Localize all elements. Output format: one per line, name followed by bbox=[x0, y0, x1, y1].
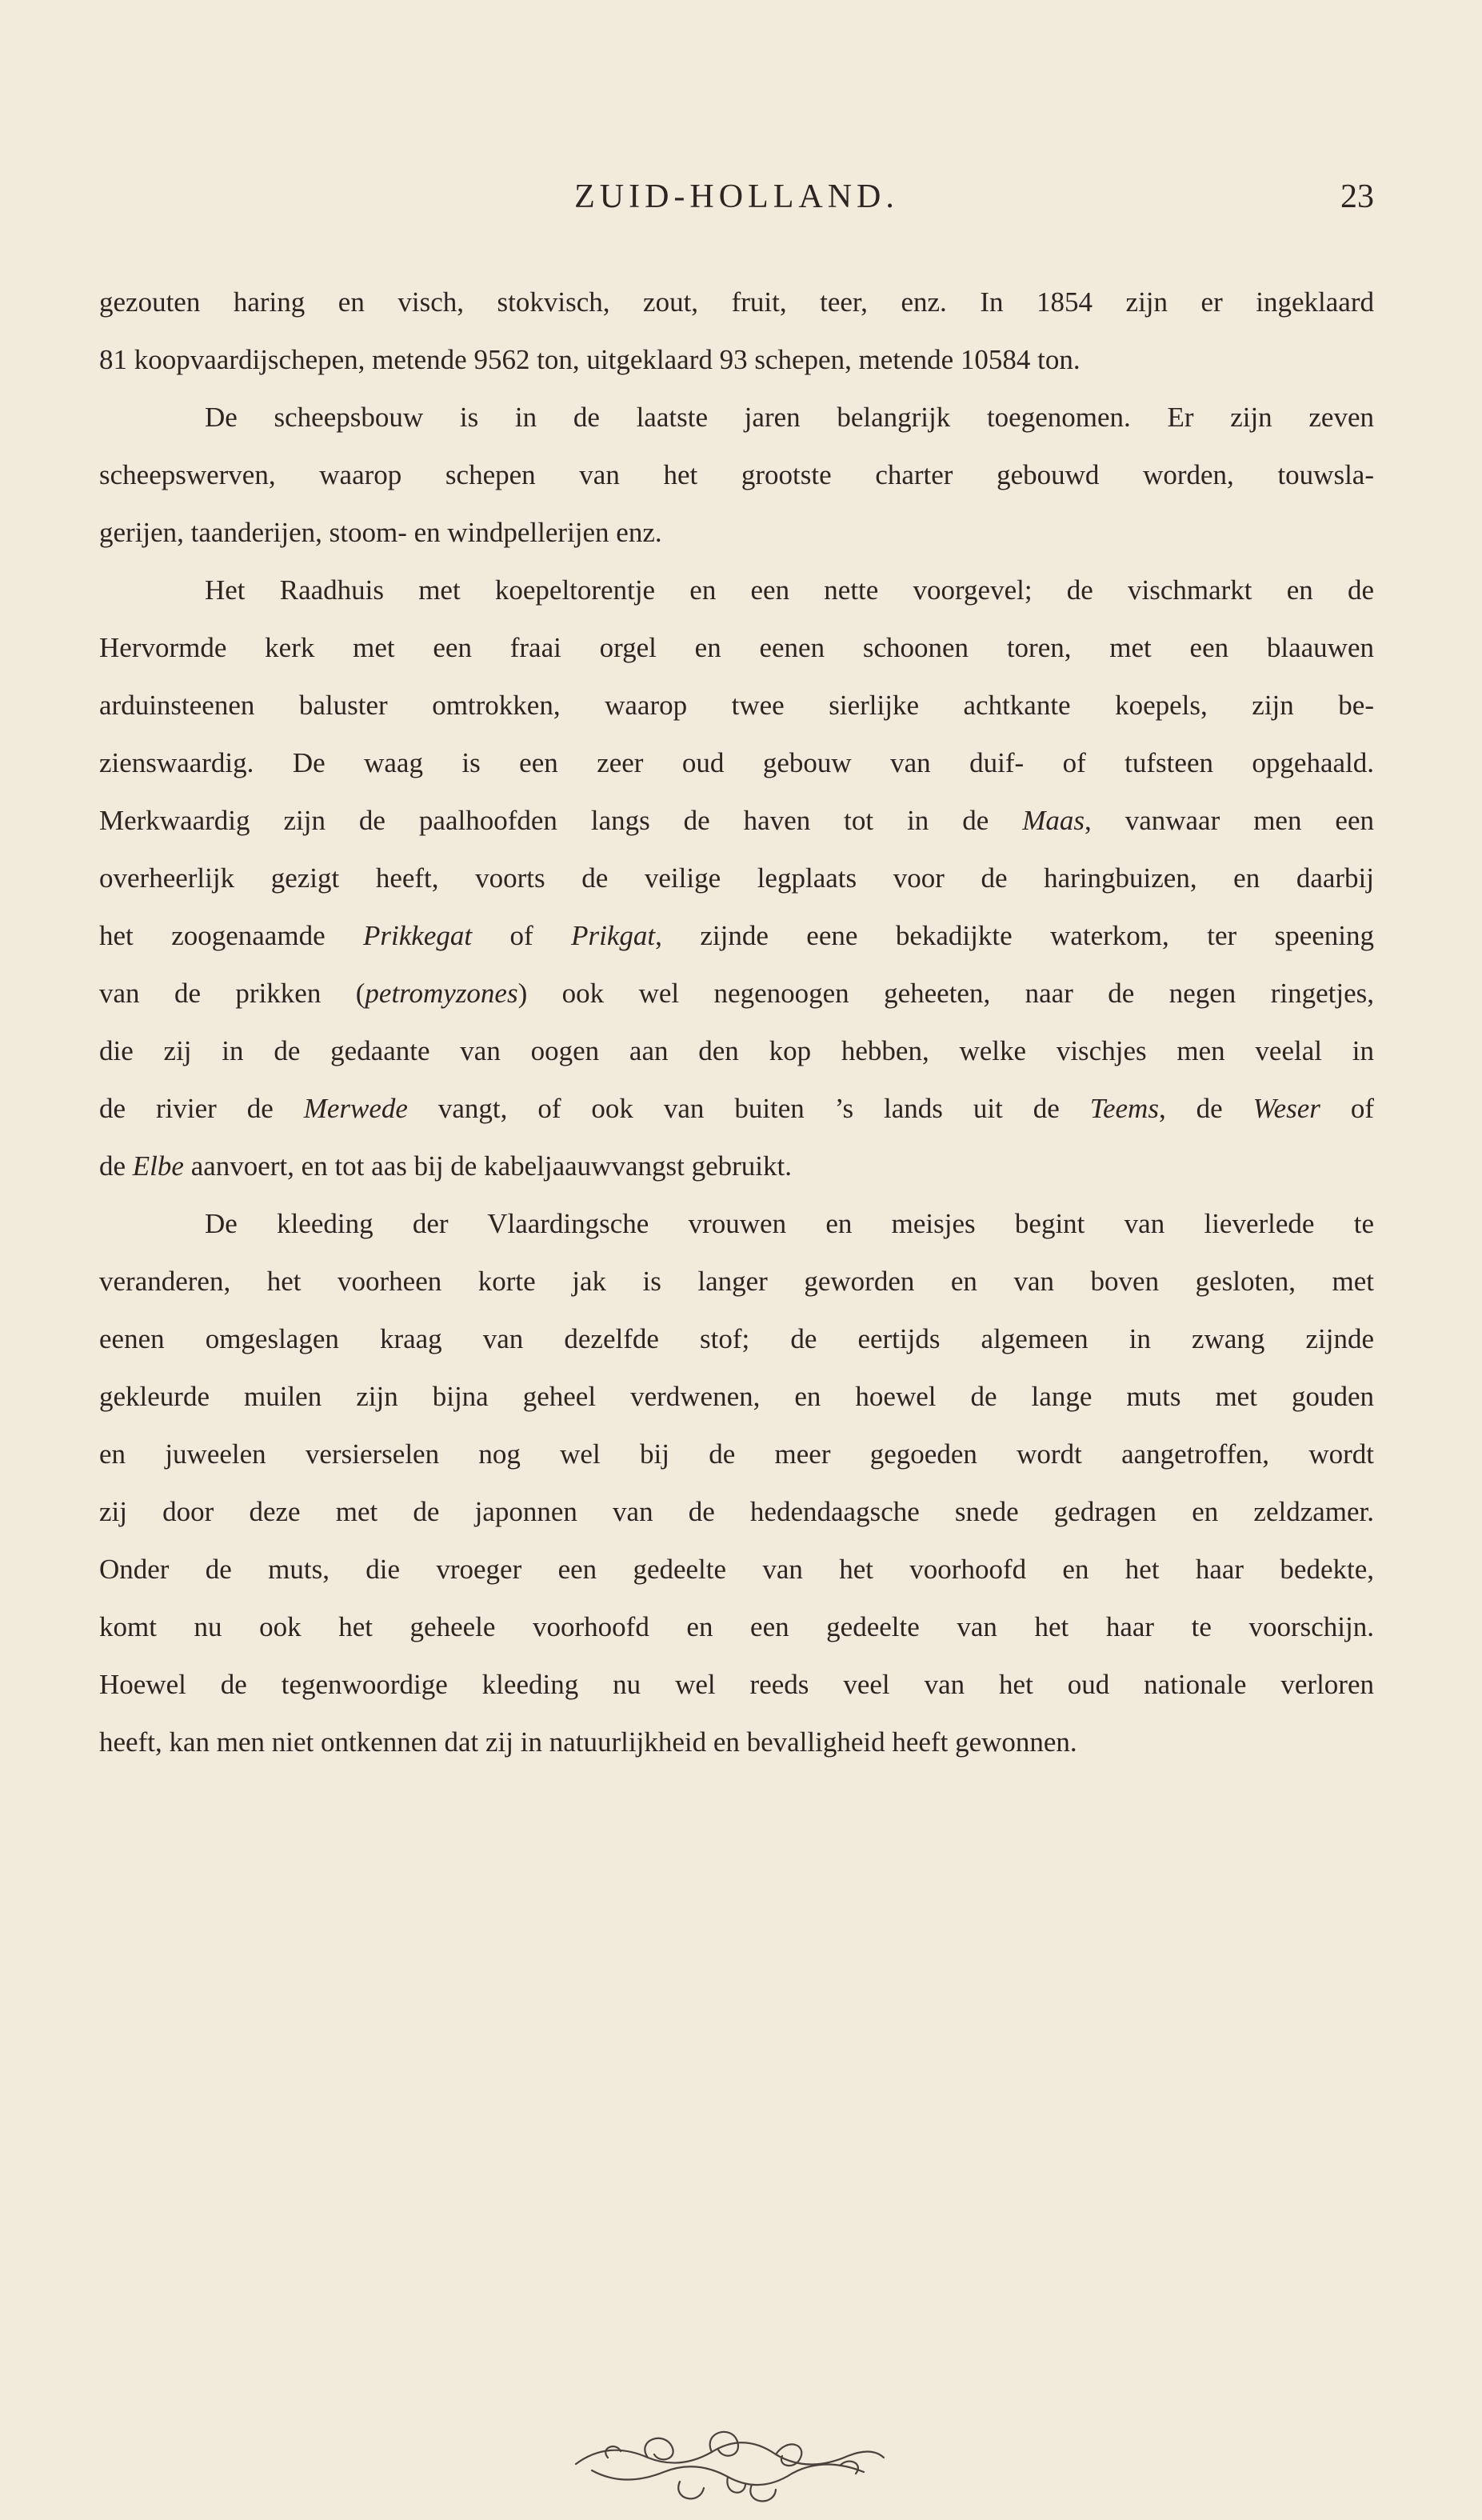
text-line bbox=[99, 1310, 1374, 1368]
text-run: De kleeding der Vlaardingsche vrouwen en meisjes begint van lieverlede te bbox=[205, 1208, 1374, 1239]
text-line bbox=[99, 1714, 1374, 1771]
text-line bbox=[99, 562, 1374, 619]
italic-place-name: Merwede bbox=[303, 1093, 408, 1124]
text-run: gezouten haring en visch, stokvisch, zout, fruit, teer, enz. In 1854 zijn er ingeklaard bbox=[99, 286, 1374, 318]
text-line bbox=[99, 331, 1374, 389]
text-line bbox=[99, 1426, 1374, 1483]
text-line bbox=[99, 1080, 1374, 1138]
text-line bbox=[99, 389, 1374, 446]
text-run: Hervormde kerk met een fraai orgel en eenen schoonen toren, met een blaauwen bbox=[99, 632, 1374, 663]
text-line bbox=[99, 274, 1374, 331]
text-run: overheerlijk gezigt heeft, voorts de veilige legplaats voor de haringbuizen, en daarbij bbox=[99, 862, 1374, 894]
text-run: , zijnde eene bekadijkte waterkom, ter speening bbox=[655, 920, 1374, 951]
text-run: veranderen, het voorheen korte jak is langer geworden en van boven gesloten, met bbox=[99, 1266, 1374, 1297]
text-line bbox=[99, 1483, 1374, 1541]
text-line bbox=[99, 446, 1374, 504]
body-text bbox=[99, 274, 1374, 1771]
text-run: en juweelen versierselen nog wel bij de meer gegoeden wordt aangetroffen, wordt bbox=[99, 1438, 1374, 1470]
text-run: De scheepsbouw is in de laatste jaren belangrijk toegenomen. Er zijn zeven bbox=[205, 402, 1374, 433]
text-run: Merkwaardig zijn de paalhoofden langs de haven tot in de bbox=[99, 805, 1023, 836]
text-run: gekleurde muilen zijn bijna geheel verdwenen, en hoewel de lange muts met gouden bbox=[99, 1381, 1374, 1412]
italic-place-name: Prikkegat bbox=[363, 920, 473, 951]
text-run: het zoogenaamde bbox=[99, 920, 364, 951]
text-line bbox=[99, 1368, 1374, 1426]
text-run: die zij in de gedaante van oogen aan den kop hebben, welke vischjes men veelal in bbox=[99, 1035, 1374, 1066]
italic-place-name: petromyzones bbox=[365, 978, 518, 1009]
text-run: ) ook wel negenoogen geheeten, naar de negen ringetjes, bbox=[517, 978, 1374, 1009]
text-line bbox=[99, 965, 1374, 1022]
text-line bbox=[99, 734, 1374, 792]
page-number: 23 bbox=[1340, 178, 1374, 215]
text-run: of bbox=[1320, 1093, 1374, 1124]
text-run: de rivier de bbox=[99, 1093, 304, 1124]
italic-place-name: Maas bbox=[1022, 805, 1085, 836]
running-header bbox=[99, 178, 1374, 219]
text-run: heeft, kan men niet ontkennen dat zij in natuurlijkheid en bevalligheid heeft gewonnen. bbox=[99, 1726, 1077, 1758]
text-run: aanvoert, en tot aas bij de kabeljaauwvangst gebruikt. bbox=[183, 1150, 792, 1182]
italic-place-name: Weser bbox=[1252, 1093, 1320, 1124]
text-line bbox=[99, 1022, 1374, 1080]
italic-place-name: Teems bbox=[1089, 1093, 1159, 1124]
text-line bbox=[99, 1195, 1374, 1253]
text-run: zij door deze met de japonnen van de hedendaagsche snede gedragen en zeldzamer. bbox=[99, 1496, 1374, 1527]
italic-place-name: Prikgat bbox=[571, 920, 656, 951]
text-line bbox=[99, 504, 1374, 562]
text-line bbox=[99, 1656, 1374, 1714]
text-line bbox=[99, 850, 1374, 907]
running-title: ZUID-HOLLAND. bbox=[574, 178, 899, 215]
text-run: of bbox=[472, 920, 572, 951]
text-run: gerijen, taanderijen, stoom- en windpellerijen enz. bbox=[99, 517, 662, 548]
text-run: Hoewel de tegenwoordige kleeding nu wel reeds veel van het oud nationale verloren bbox=[99, 1669, 1374, 1700]
text-run: arduinsteenen baluster omtrokken, waarop twee sierlijke achtkante koepels, zijn be- bbox=[99, 690, 1374, 721]
text-line bbox=[99, 907, 1374, 965]
text-line bbox=[99, 1253, 1374, 1310]
decorative-ornament-icon bbox=[560, 2408, 896, 2520]
text-run: van de prikken ( bbox=[99, 978, 366, 1009]
text-line bbox=[99, 792, 1374, 850]
text-run: , vanwaar men een bbox=[1085, 805, 1374, 836]
text-line bbox=[99, 1541, 1374, 1598]
text-line bbox=[99, 1138, 1374, 1195]
text-run: , de bbox=[1158, 1093, 1253, 1124]
text-run: komt nu ook het geheele voorhoofd en een gedeelte van het haar te voorschijn. bbox=[99, 1611, 1374, 1642]
text-run: de bbox=[99, 1150, 133, 1182]
text-run: 81 koopvaardijschepen, metende 9562 ton, uitgeklaard 93 schepen, metende 10584 ton. bbox=[99, 344, 1081, 375]
text-line bbox=[99, 619, 1374, 677]
text-run: vangt, of ook van buiten ’s lands uit de bbox=[407, 1093, 1090, 1124]
text-line bbox=[99, 677, 1374, 734]
text-run: Het Raadhuis met koepeltorentje en een nette voorgevel; de vischmarkt en de bbox=[205, 574, 1374, 606]
text-line bbox=[99, 1598, 1374, 1656]
text-run: scheepswerven, waarop schepen van het grootste charter gebouwd worden, touwsla- bbox=[99, 459, 1374, 490]
text-run: Onder de muts, die vroeger een gedeelte van het voorhoofd en het haar bedekte, bbox=[99, 1554, 1374, 1585]
text-run: eenen omgeslagen kraag van dezelfde stof; de eertijds algemeen in zwang zijnde bbox=[99, 1323, 1374, 1354]
italic-place-name: Elbe bbox=[132, 1150, 184, 1182]
text-run: zienswaardig. De waag is een zeer oud gebouw van duif- of tufsteen opgehaald. bbox=[99, 747, 1374, 778]
